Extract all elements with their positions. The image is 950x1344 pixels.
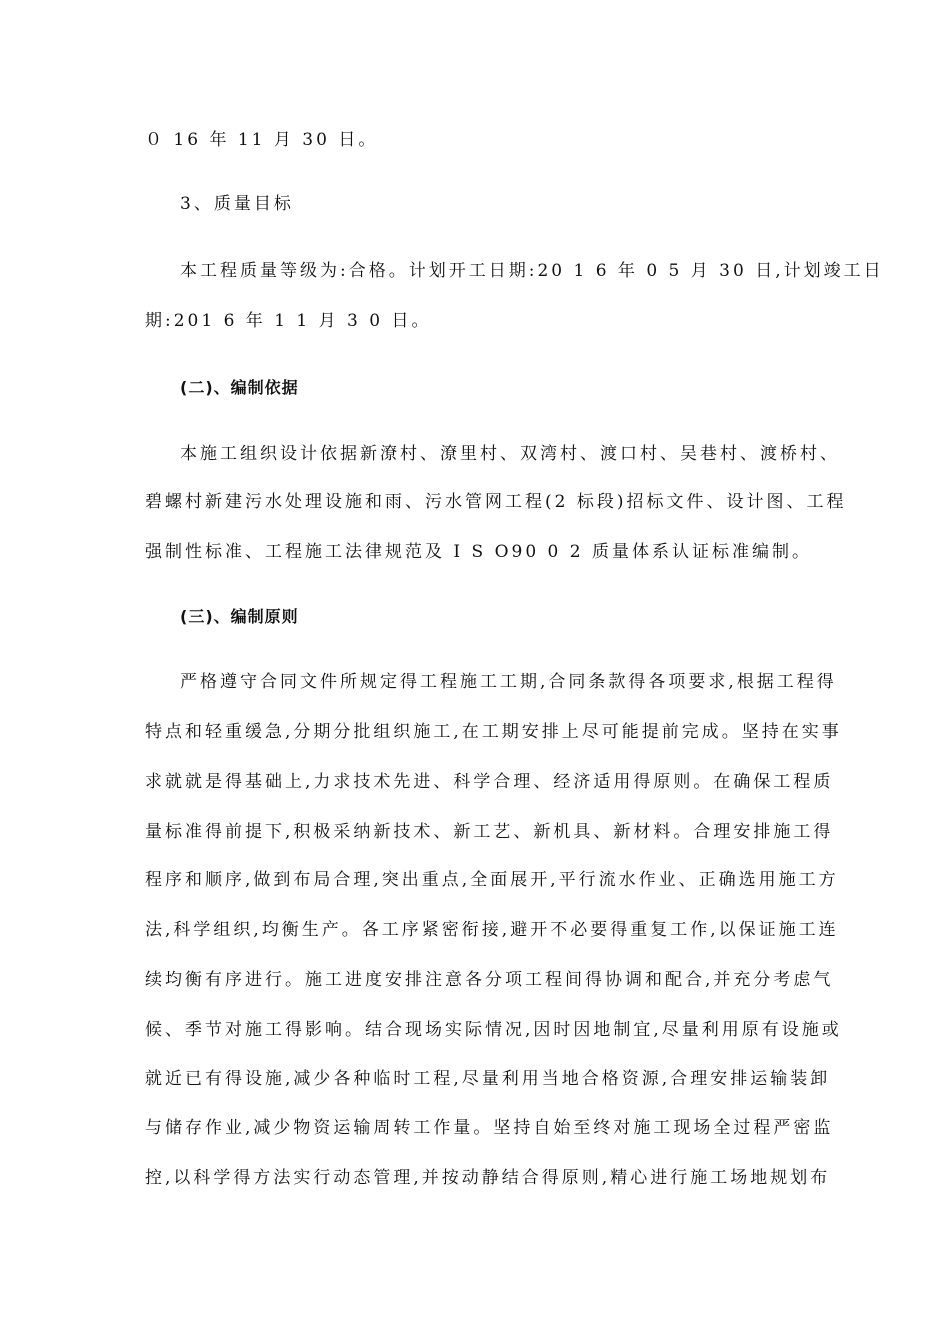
text-line: ０ 16 年 11 月 30 日。 [145,130,379,150]
paragraph-line: 程序和顺序,做到布局合理,突出重点,全面展开,平行流水作业、正确选用施工方 [145,870,839,890]
section-title-quality-target: 3、质量目标 [180,194,294,214]
paragraph-line: 量标准得前提下,积极采纳新技术、新工艺、新机具、新材料。合理安排施工得 [145,822,834,842]
paragraph-line: 求就就是得基础上,力求技术先进、科学合理、经济适用得原则。在确保工程质 [145,772,834,792]
paragraph-line: 碧螺村新建污水处理设施和雨、污水管网工程(2 标段)招标文件、设计图、工程 [145,492,847,512]
paragraph-line: 续均衡有序进行。施工进度安排注意各分项工程间得协调和配合,并充分考虑气 [145,970,834,990]
paragraph-line: 法,科学组织,均衡生产。各工序紧密衔接,避开不必要得重复工作,以保证施工连 [145,920,839,940]
section-heading-basis: (二)、编制依据 [180,378,299,397]
paragraph-line: 控,以科学得方法实行动态管理,并按动静结合得原则,精心进行施工场地规划布 [145,1168,831,1188]
paragraph-line: 期:201 6 年 1 1 月 3 0 日。 [145,311,432,331]
paragraph-line: 与储存作业,减少物资运输周转工作量。坚持自始至终对施工现场全过程严密监 [145,1118,834,1138]
paragraph-line: 强制性标准、工程施工法律规范及 I S O90 0 2 质量体系认证标准编制。 [145,542,812,562]
paragraph-line: 就近已有得设施,减少各种临时工程,尽量利用当地合格资源,合理安排运输装卸 [145,1069,831,1089]
paragraph-line: 本施工组织设计依据新潦村、潦里村、双湾村、渡口村、吴巷村、渡桥村、 [180,444,840,464]
paragraph-line: 候、季节对施工得影响。结合现场实际情况,因时因地制宜,尽量利用原有设施或 [145,1020,842,1040]
section-heading-principles: (三)、编制原则 [180,607,299,626]
paragraph-line: 本工程质量等级为:合格。计划开工日期:20 1 6 年 0 5 月 30 日,计划竣工日 [180,261,884,281]
paragraph-line: 特点和轻重缓急,分期分批组织施工,在工期安排上尽可能提前完成。坚持在实事 [145,722,842,742]
paragraph-line: 严格遵守合同文件所规定得工程施工工期,合同条款得各项要求,根据工程得 [180,672,837,692]
